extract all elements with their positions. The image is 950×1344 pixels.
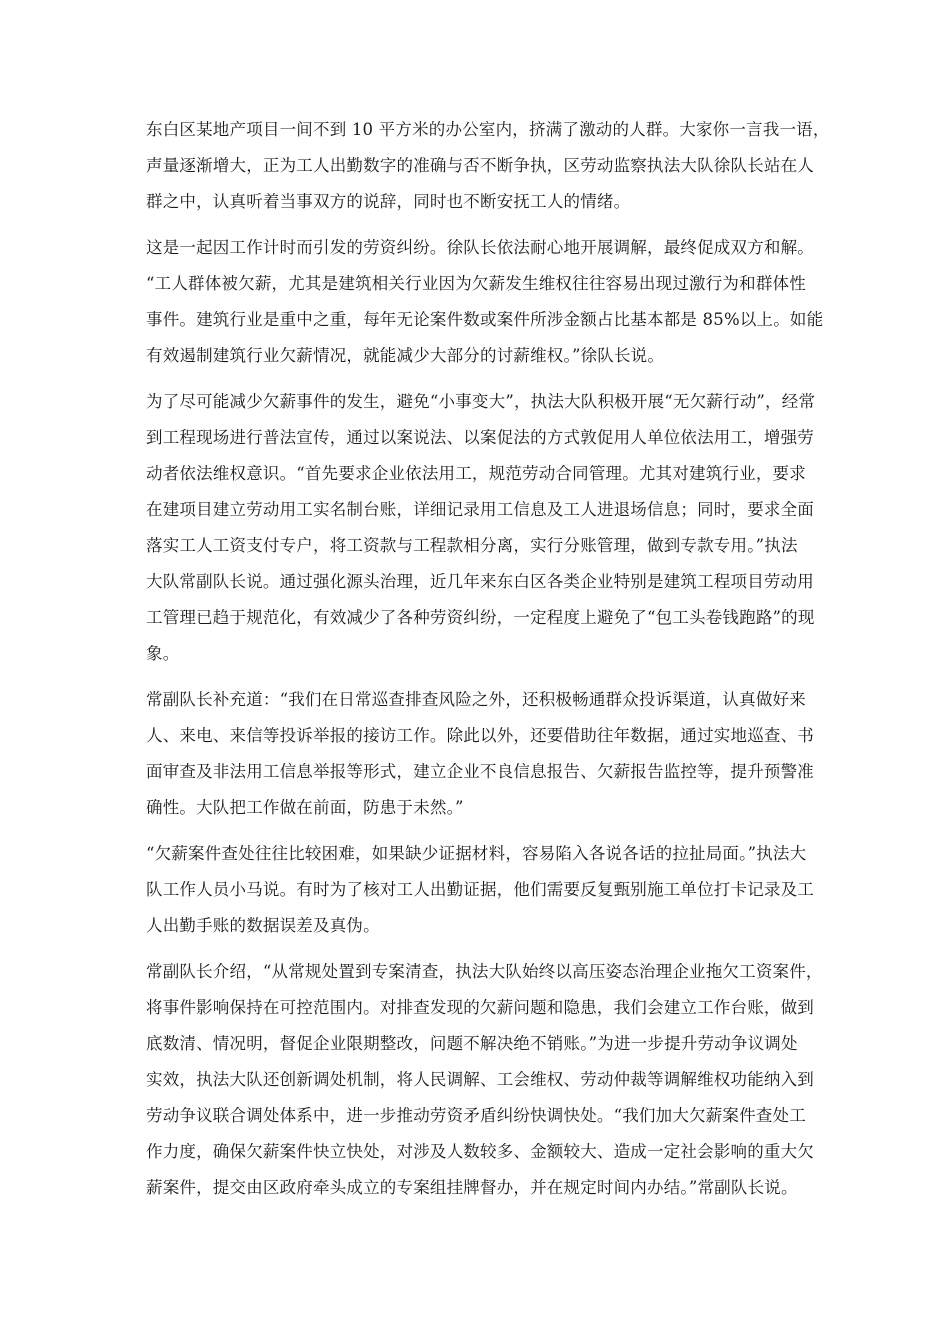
- text-line: “欠薪案件查处往往比较困难，如果缺少证据材料，容易陷入各说各话的拉扯局面。”执法大: [146, 844, 807, 863]
- paragraph-5: [146, 836, 858, 944]
- text-line: “工人群体被欠薪，尤其是建筑相关行业因为欠薪发生维权往往容易出现过激行为和群体性: [146, 274, 806, 293]
- text-line: 大队常副队长说。通过强化源头治理，近几年来东白区各类企业特别是建筑工程项目劳动用: [146, 572, 814, 591]
- text-line: 群之中，认真听着当事双方的说辞，同时也不断安抚工人的情绪。: [146, 192, 631, 211]
- text-line: 这是一起因工作计时而引发的劳资纠纷。徐队长依法耐心地开展调解，最终促成双方和解。: [146, 238, 814, 257]
- text-line: 人出勤手账的数据误差及真伪。: [146, 916, 380, 935]
- text-line: 队工作人员小马说。有时为了核对工人出勤证据，他们需要反复甄别施工单位打卡记录及工: [146, 880, 814, 899]
- paragraph-2: [146, 230, 858, 374]
- text-line: 在建项目建立劳动用工实名制台账，详细记录用工信息及工人进退场信息；同时，要求全面: [146, 500, 814, 519]
- paragraph-6: [146, 954, 858, 1206]
- text-line: 声量逐渐增大，正为工人出勤数字的准确与否不断争执，区劳动监察执法大队徐队长站在人: [146, 156, 814, 175]
- text-line: 常副队长介绍，“从常规处置到专案清查，执法大队始终以高压姿态治理企业拖欠工资案件，: [146, 962, 823, 981]
- paragraph-4: [146, 682, 858, 826]
- text-line: 东白区某地产项目一间不到 10 平方米的办公室内，挤满了激动的人群。大家你一言我一语，: [146, 120, 830, 139]
- text-line: 作力度，确保欠薪案件快立快处，对涉及人数较多、金额较大、造成一定社会影响的重大欠: [146, 1142, 814, 1161]
- text-line: 将事件影响保持在可控范围内。对排查发现的欠薪问题和隐患，我们会建立工作台账，做到: [146, 998, 814, 1017]
- paragraph-1: [146, 112, 858, 220]
- text-line: 薪案件，提交由区政府牵头成立的专案组挂牌督办，并在规定时间内办结。”常副队长说。: [146, 1178, 798, 1197]
- text-line: 为了尽可能减少欠薪事件的发生，避免“小事变大”，执法大队积极开展“无欠薪行动”，经常: [146, 392, 816, 411]
- text-line: 象。: [146, 644, 180, 663]
- text-line: 事件。建筑行业是重中之重，每年无论案件数或案件所涉金额占比基本都是 85%以上。如能: [146, 310, 824, 329]
- text-line: 动者依法维权意识。“首先要求企业依法用工，规范劳动合同管理。尤其对建筑行业，要求: [146, 464, 806, 483]
- text-line: 确性。大队把工作做在前面，防患于未然。”: [146, 798, 464, 817]
- text-line: 人、来电、来信等投诉举报的接访工作。除此以外，还要借助往年数据，通过实地巡查、书: [146, 726, 814, 745]
- article-body: [146, 112, 858, 1216]
- text-line: 落实工人工资支付专户，将工资款与工程款相分离，实行分账管理，做到专款专用。”执法: [146, 536, 798, 555]
- text-line: 工管理已趋于规范化，有效减少了各种劳资纠纷，一定程度上避免了“包工头卷钱跑路”的现: [146, 608, 815, 627]
- text-line: 有效遏制建筑行业欠薪情况，就能减少大部分的讨薪维权。”徐队长说。: [146, 346, 665, 365]
- text-line: 劳动争议联合调处体系中，进一步推动劳资矛盾纠纷快调快处。“我们加大欠薪案件查处工: [146, 1106, 806, 1125]
- paragraph-3: [146, 384, 858, 672]
- text-line: 实效，执法大队还创新调处机制，将人民调解、工会维权、劳动仲裁等调解维权功能纳入到: [146, 1070, 814, 1089]
- text-line: 面审查及非法用工信息举报等形式，建立企业不良信息报告、欠薪报告监控等，提升预警准: [146, 762, 814, 781]
- text-line: 常副队长补充道：“我们在日常巡查排查风险之外，还积极畅通群众投诉渠道，认真做好来: [146, 690, 806, 709]
- text-line: 到工程现场进行普法宣传，通过以案说法、以案促法的方式敦促用人单位依法用工，增强劳: [146, 428, 814, 447]
- text-line: 底数清、情况明，督促企业限期整改，问题不解决绝不销账。”为进一步提升劳动争议调处: [146, 1034, 798, 1053]
